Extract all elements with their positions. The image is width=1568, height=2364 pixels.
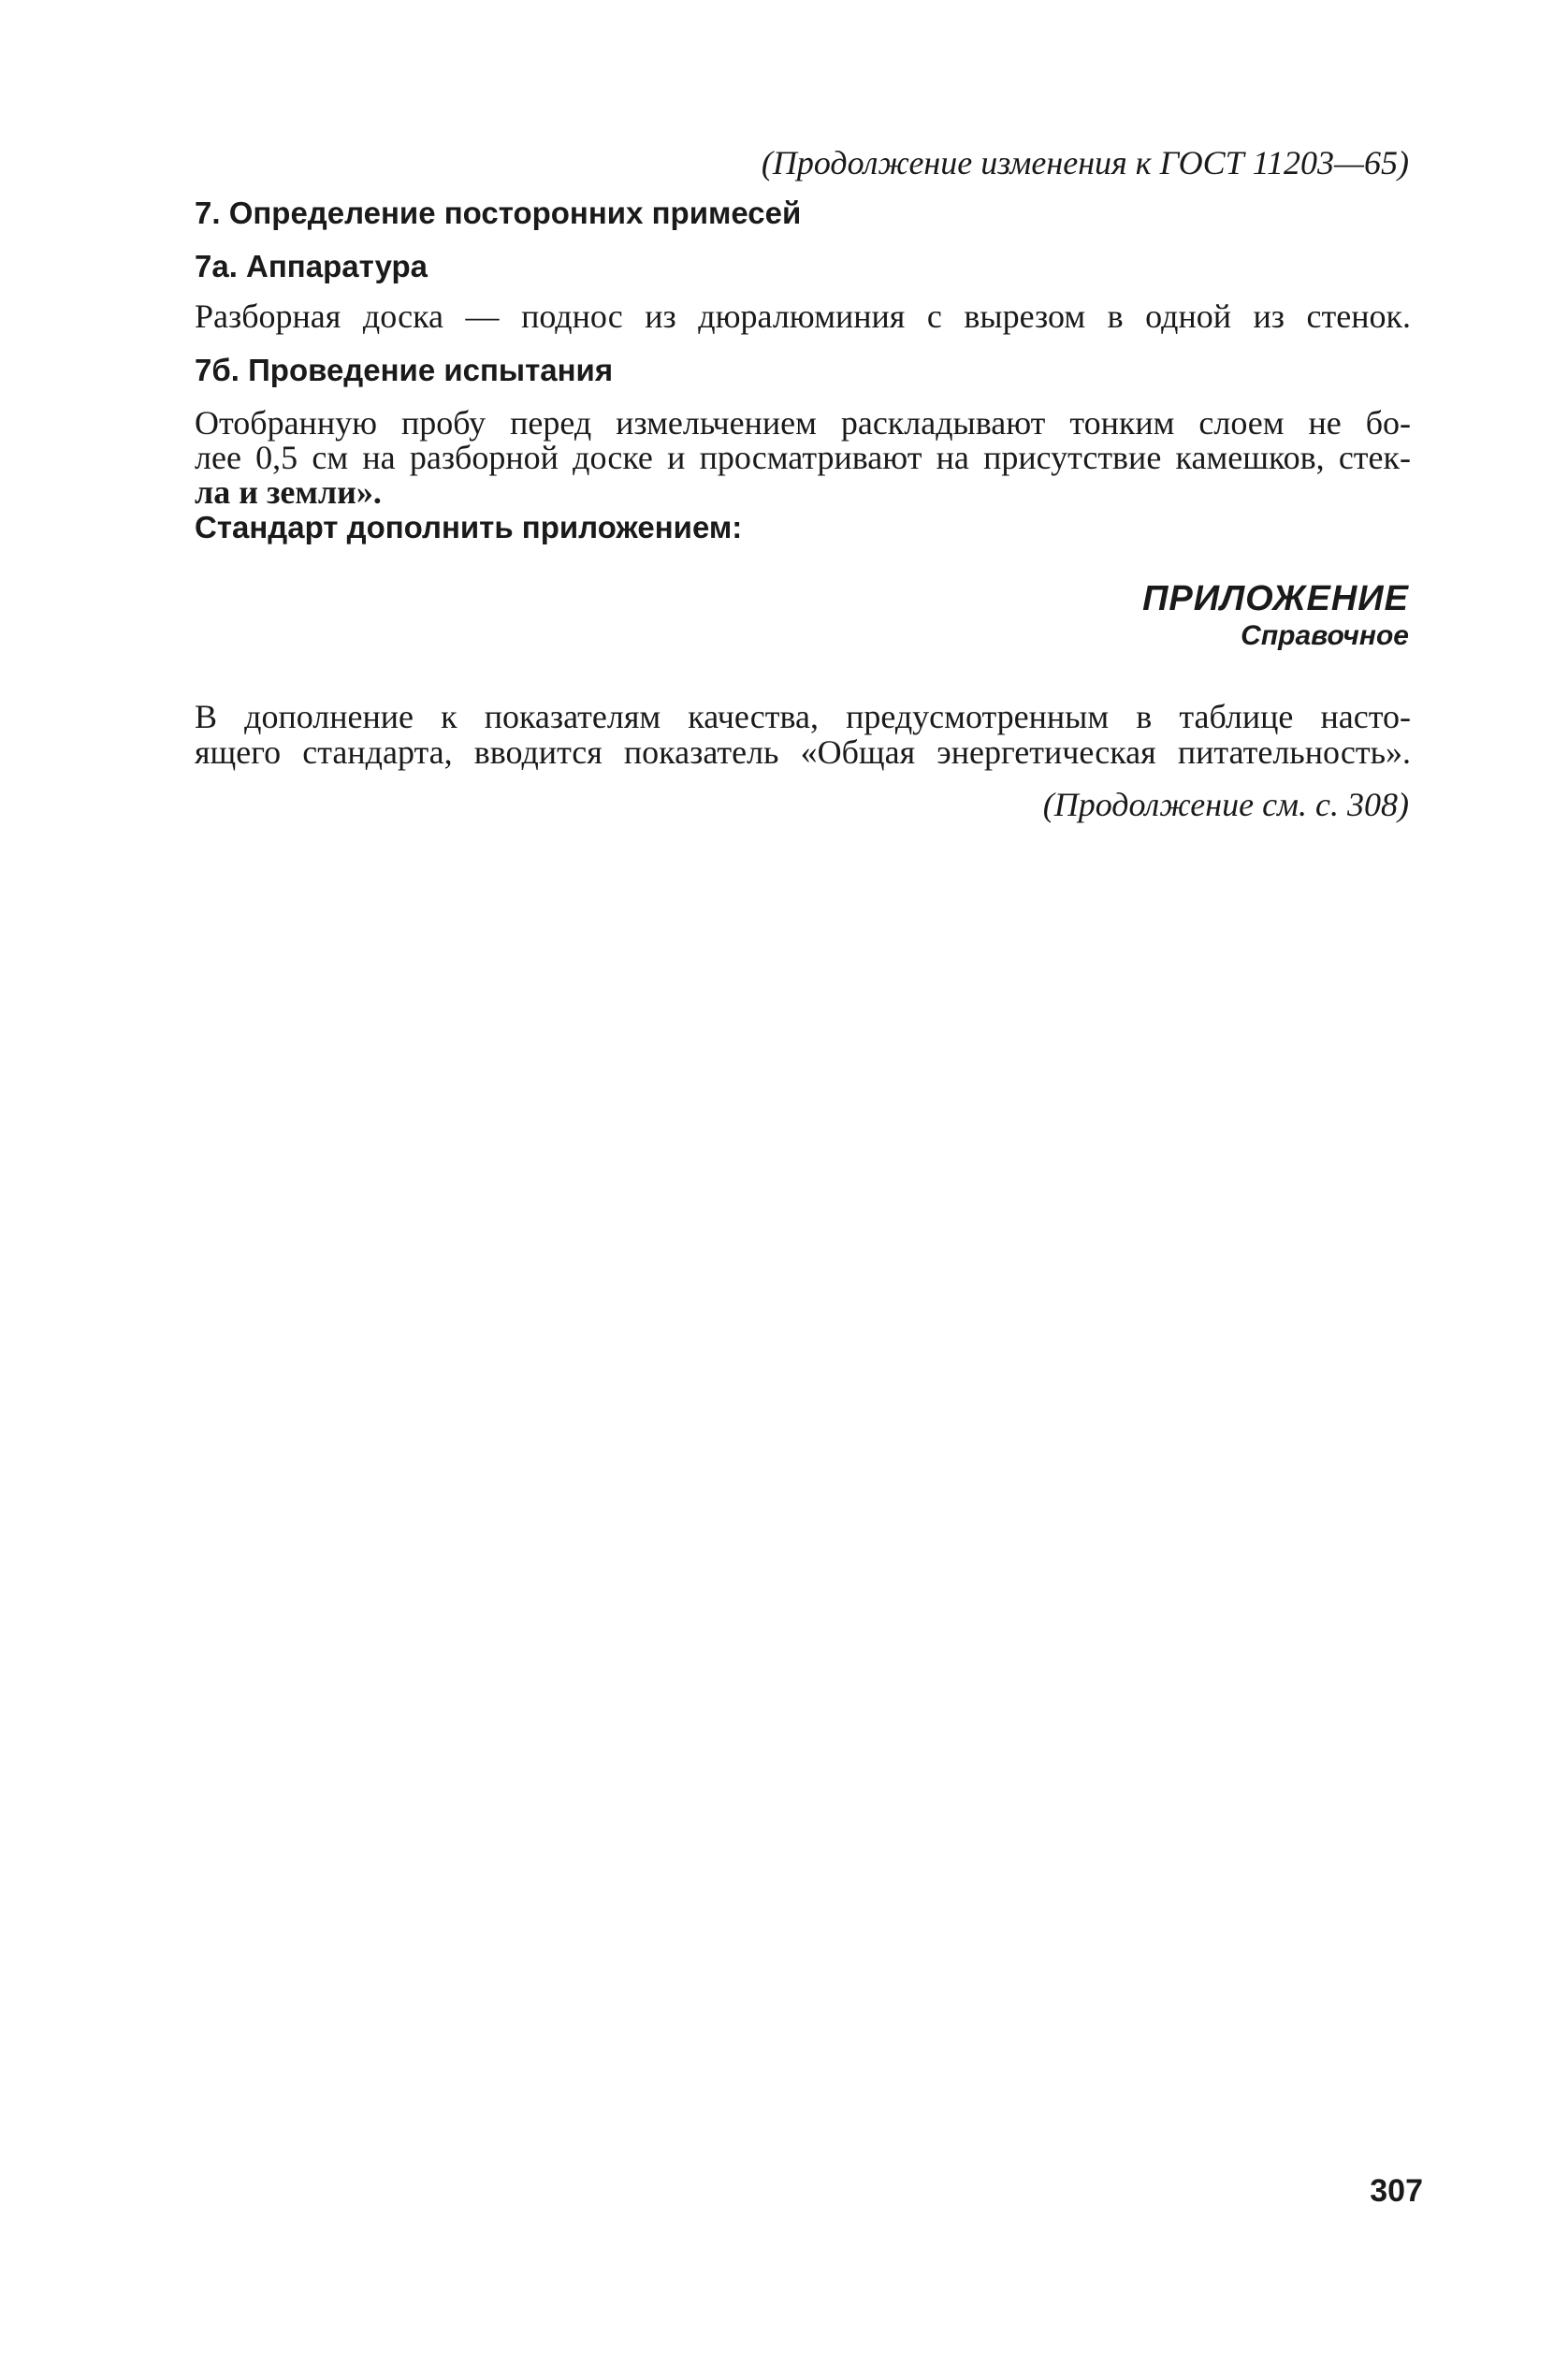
page-number: 307 bbox=[1370, 2173, 1423, 2209]
section-7-title: 7. Определение посторонних примесей bbox=[195, 196, 802, 230]
continuation-header: (Продолжение изменения к ГОСТ 11203—65) bbox=[761, 144, 1409, 181]
appendix-line-2: ящего стандарта, вводится показатель «Общая энергетическая питательность». bbox=[195, 733, 1411, 771]
appendix-subtitle: Справочное bbox=[1241, 620, 1409, 651]
section-7a-text: Разборная доска — поднос из дюралюминия с вырезом в одной из стенок. bbox=[195, 297, 1411, 335]
continued-note: (Продолжение см. с. 308) bbox=[1042, 786, 1409, 823]
section-7b-title: 7б. Проведение испытания bbox=[195, 353, 614, 387]
section-7b-line-1: Отобранную пробу перед измельчением раскладывают тонким слоем не бо- bbox=[195, 404, 1411, 442]
section-7a-title: 7а. Аппаратура bbox=[195, 249, 428, 283]
appendix-line-1: В дополнение к показателям качества, предусмотренным в таблице насто- bbox=[195, 698, 1411, 735]
section-7b-line-2: лее 0,5 см на разборной доске и просматривают на присутствие камешков, стек- bbox=[195, 439, 1411, 476]
appendix-title: ПРИЛОЖЕНИЕ bbox=[1142, 579, 1409, 618]
section-7b-line-3: ла и земли». bbox=[195, 473, 382, 511]
supplement-note: Стандарт дополнить приложением: bbox=[195, 510, 743, 544]
